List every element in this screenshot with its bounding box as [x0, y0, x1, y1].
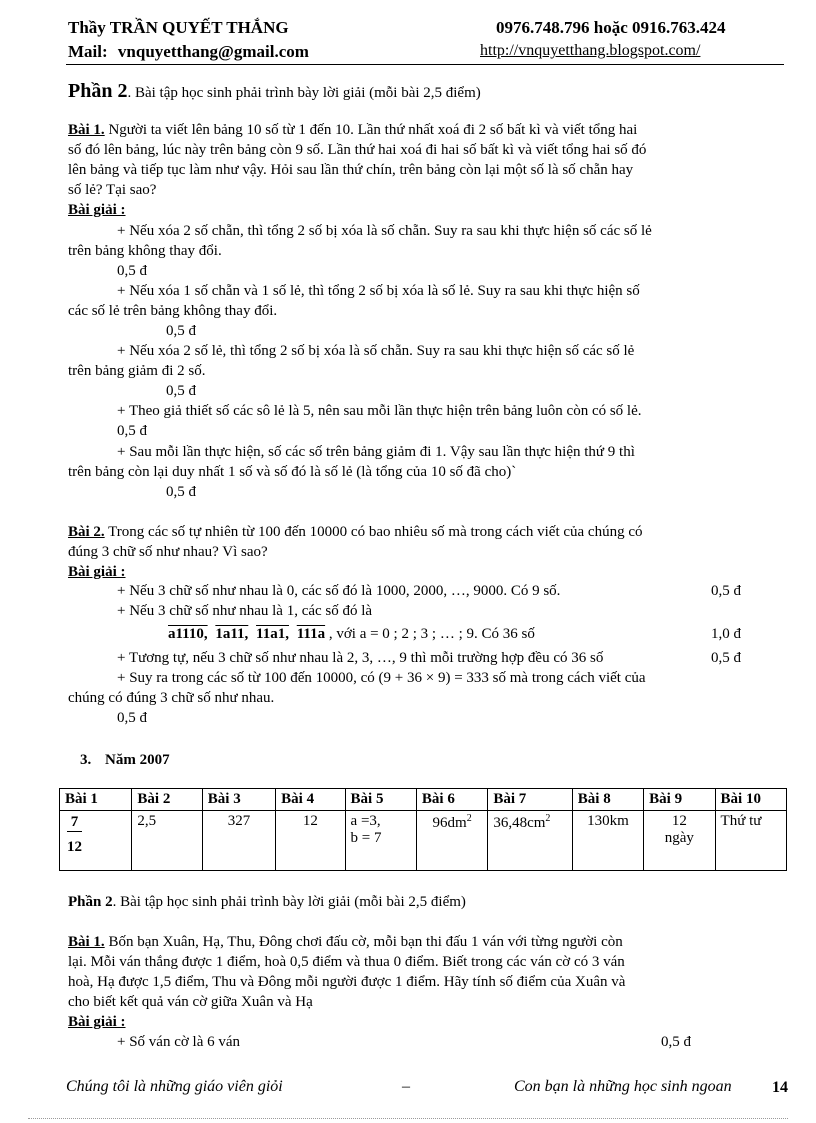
solution-line: trên bảng giảm đi 2 số. — [68, 363, 206, 379]
problem-1-line-3: lên bảng và tiếp tục làm như vậy. Hỏi sau lần thứ chín, trên bảng còn lại một số là số chẵn hay — [68, 162, 634, 178]
table-cell: 2,5 — [132, 811, 202, 871]
problem-1-line-1: Bài 1. Bốn bạn Xuân, Hạ, Thu, Đông chơi đấu cờ, mỗi bạn thi đấu 1 ván với từng người còn — [68, 934, 623, 950]
overlined-number: 111a — [296, 626, 326, 642]
email-address: vnquyetthang@gmail.com — [117, 42, 309, 61]
footer-dash: – — [402, 1078, 410, 1095]
year-heading — [80, 750, 170, 770]
mail-label: Mail: — [68, 42, 108, 61]
solution-line: + Số ván cờ là 6 ván — [117, 1034, 241, 1050]
solution-line: trên bảng không thay đổi. — [68, 243, 222, 259]
overlined-number: 1a11, — [215, 626, 249, 642]
number-forms-line: a1110, 1a11, 11a1, 111a , với a = 0 ; 2 ; 3 ; … ; 9. Có 36 số — [168, 626, 535, 642]
section-title — [68, 80, 481, 103]
section-title-rest: . Bài tập học sinh phải trình bày lời giải (mỗi bài 2,5 điểm) — [112, 894, 466, 910]
page-number: 14 — [772, 1079, 788, 1096]
table-header-cell: Bài 1 — [60, 789, 132, 811]
footer-right-slogan: Con bạn là những học sinh ngoan — [514, 1078, 732, 1095]
fraction-numerator: 7 — [67, 813, 82, 832]
problem-1-line-3: hoà, Hạ được 1,5 điểm, Thu và Đông mỗi người được 1 điểm. Hãy tính số điểm của Xuân và — [68, 974, 626, 990]
table-header-cell: Bài 10 — [715, 789, 786, 811]
problem-label: Bài 1. — [68, 934, 105, 950]
solution-line: + Nếu xóa 2 số chẵn, thì tổng 2 số bị xóa là số chẵn. Suy ra sau khi thực hiện số các số lẻ — [117, 223, 652, 239]
section-title-bold: Phần 2 — [68, 894, 113, 910]
website-link[interactable]: http://vnquyetthang.blogspot.com/ — [480, 42, 701, 59]
problem-1-line-2: lại. Mỗi ván thắng được 1 điểm, hoà 0,5 điểm và thua 0 điểm. Biết trong các ván cờ có 3 ván — [68, 954, 625, 970]
table-header-cell: Bài 8 — [572, 789, 643, 811]
solution-label: Bài giải : — [68, 202, 126, 218]
problem-1-line-4: cho biết kết quả ván cờ giữa Xuân và Hạ — [68, 994, 313, 1010]
table-header-cell: Bài 7 — [488, 789, 572, 811]
table-header-cell: Bài 2 — [132, 789, 202, 811]
section-title — [68, 892, 466, 912]
year-heading-number: 3. — [80, 752, 92, 768]
fraction — [67, 813, 82, 856]
points-label: 0,5 đ — [711, 583, 741, 599]
table-header-cell: Bài 9 — [644, 789, 715, 811]
table-cell: Thứ tư — [715, 811, 786, 871]
table-header-row — [60, 789, 787, 811]
problem-1-line-1: Bài 1. Người ta viết lên bảng 10 số từ 1 đến 10. Lần thứ nhất xoá đi 2 số bất kì và viết tổng hai — [68, 122, 638, 138]
solution-line: + Sau mỗi lần thực hiện, số các số trên bảng giảm đi 1. Vậy sau lần thực hiện thứ 9 thì — [117, 444, 635, 460]
footer-divider — [28, 1118, 788, 1119]
solution-line: + Nếu 3 chữ số như nhau là 0, các số đó là 1000, 2000, …, 9000. Có 9 số. — [117, 583, 561, 599]
solution-line: trên bảng còn lại duy nhất 1 số và số đó là số lẻ (là tổng của 10 số đã cho)` — [68, 464, 517, 480]
points-label: 0,5 đ — [117, 423, 147, 439]
table-row — [60, 811, 787, 871]
table-cell — [60, 811, 132, 871]
solution-line: + Tương tự, nếu 3 chữ số như nhau là 2, 3, …, 9 thì mỗi trường hợp đều có 36 số — [117, 650, 604, 666]
year-heading-text: Năm 2007 — [105, 752, 170, 768]
points-label: 0,5 đ — [166, 383, 196, 399]
fraction-denominator: 12 — [67, 839, 82, 855]
table-header-cell: Bài 5 — [345, 789, 416, 811]
problem-1-line-2: số đó lên bảng, lúc này trên bảng còn 9 số. Lần thứ hai xoá đi hai số bất kì và viết tổng hai số đó — [68, 142, 647, 158]
solution-line: các số lẻ trên bảng không thay đổi. — [68, 303, 278, 319]
table-cell: $36,48cm^2$ — [488, 811, 572, 871]
table-header-cell: Bài 4 — [276, 789, 345, 811]
table-cell: a =3, b = 7 — [345, 811, 416, 871]
solution-label: Bài giải : — [68, 564, 126, 580]
points-label: 0,5 đ — [117, 263, 147, 279]
solution-label: Bài giải : — [68, 1014, 126, 1030]
problem-2-line-1: Bài 2. Trong các số tự nhiên từ 100 đến 10000 có bao nhiêu số mà trong cách viết của chúng có — [68, 524, 643, 540]
table-cell: 12 ngày — [644, 811, 715, 871]
problem-label: Bài 1. — [68, 122, 105, 138]
problem-label: Bài 2. — [68, 524, 105, 540]
points-label: 0,5 đ — [166, 323, 196, 339]
points-label: 0,5 đ — [711, 650, 741, 666]
section-title-rest: . Bài tập học sinh phải trình bày lời giải (mỗi bài 2,5 điểm) — [127, 85, 481, 101]
table-cell: 130km — [572, 811, 643, 871]
header-rule — [66, 64, 784, 65]
solution-line: + Nếu 3 chữ số như nhau là 1, các số đó là — [117, 603, 373, 619]
solution-line: + Nếu xóa 2 số lẻ, thì tổng 2 số bị xóa là số chẵn. Suy ra sau khi thực hiện số các số lẻ — [117, 343, 635, 359]
solution-line: + Suy ra trong các số từ 100 đến 10000, có (9 + 36 × 9) = 333 số mà trong cách viết của — [117, 670, 646, 686]
solution-line: + Theo giả thiết số các sô lẻ là 5, nên sau mỗi lần thực hiện trên bảng luôn còn có số lẻ. — [117, 403, 642, 419]
problem-2-line-2: đúng 3 chữ số như nhau? Vì sao? — [68, 544, 268, 560]
points-label: 0,5 đ — [117, 710, 147, 726]
footer-left-slogan: Chúng tôi là những giáo viên giỏi — [66, 1078, 283, 1095]
overlined-number: 11a1, — [256, 626, 289, 642]
table-cell: 12 — [276, 811, 345, 871]
teacher-name: Thầy TRẦN QUYẾT THẮNG — [68, 18, 289, 37]
points-label: 0,5 đ — [661, 1034, 691, 1050]
solution-line: chúng có đúng 3 chữ số như nhau. — [68, 690, 275, 706]
table-cell: $96dm^2$ — [416, 811, 487, 871]
overlined-number: a1110, — [168, 626, 208, 642]
points-label: 1,0 đ — [711, 626, 741, 642]
solution-line: + Nếu xóa 1 số chẵn và 1 số lẻ, thì tổng 2 số bị xóa là số lẻ. Suy ra sau khi thực hiện số — [117, 283, 640, 299]
section-title-bold: Phần 2 — [68, 80, 128, 102]
answers-table — [59, 788, 787, 871]
table-header-cell: Bài 3 — [202, 789, 275, 811]
table-header-cell: Bài 6 — [416, 789, 487, 811]
table-cell: 327 — [202, 811, 275, 871]
points-label: 0,5 đ — [166, 484, 196, 500]
phone-numbers: 0976.748.796 hoặc 0916.763.424 — [496, 18, 726, 37]
problem-1-line-4: số lẻ? Tại sao? — [68, 182, 157, 198]
email-line — [68, 42, 309, 62]
